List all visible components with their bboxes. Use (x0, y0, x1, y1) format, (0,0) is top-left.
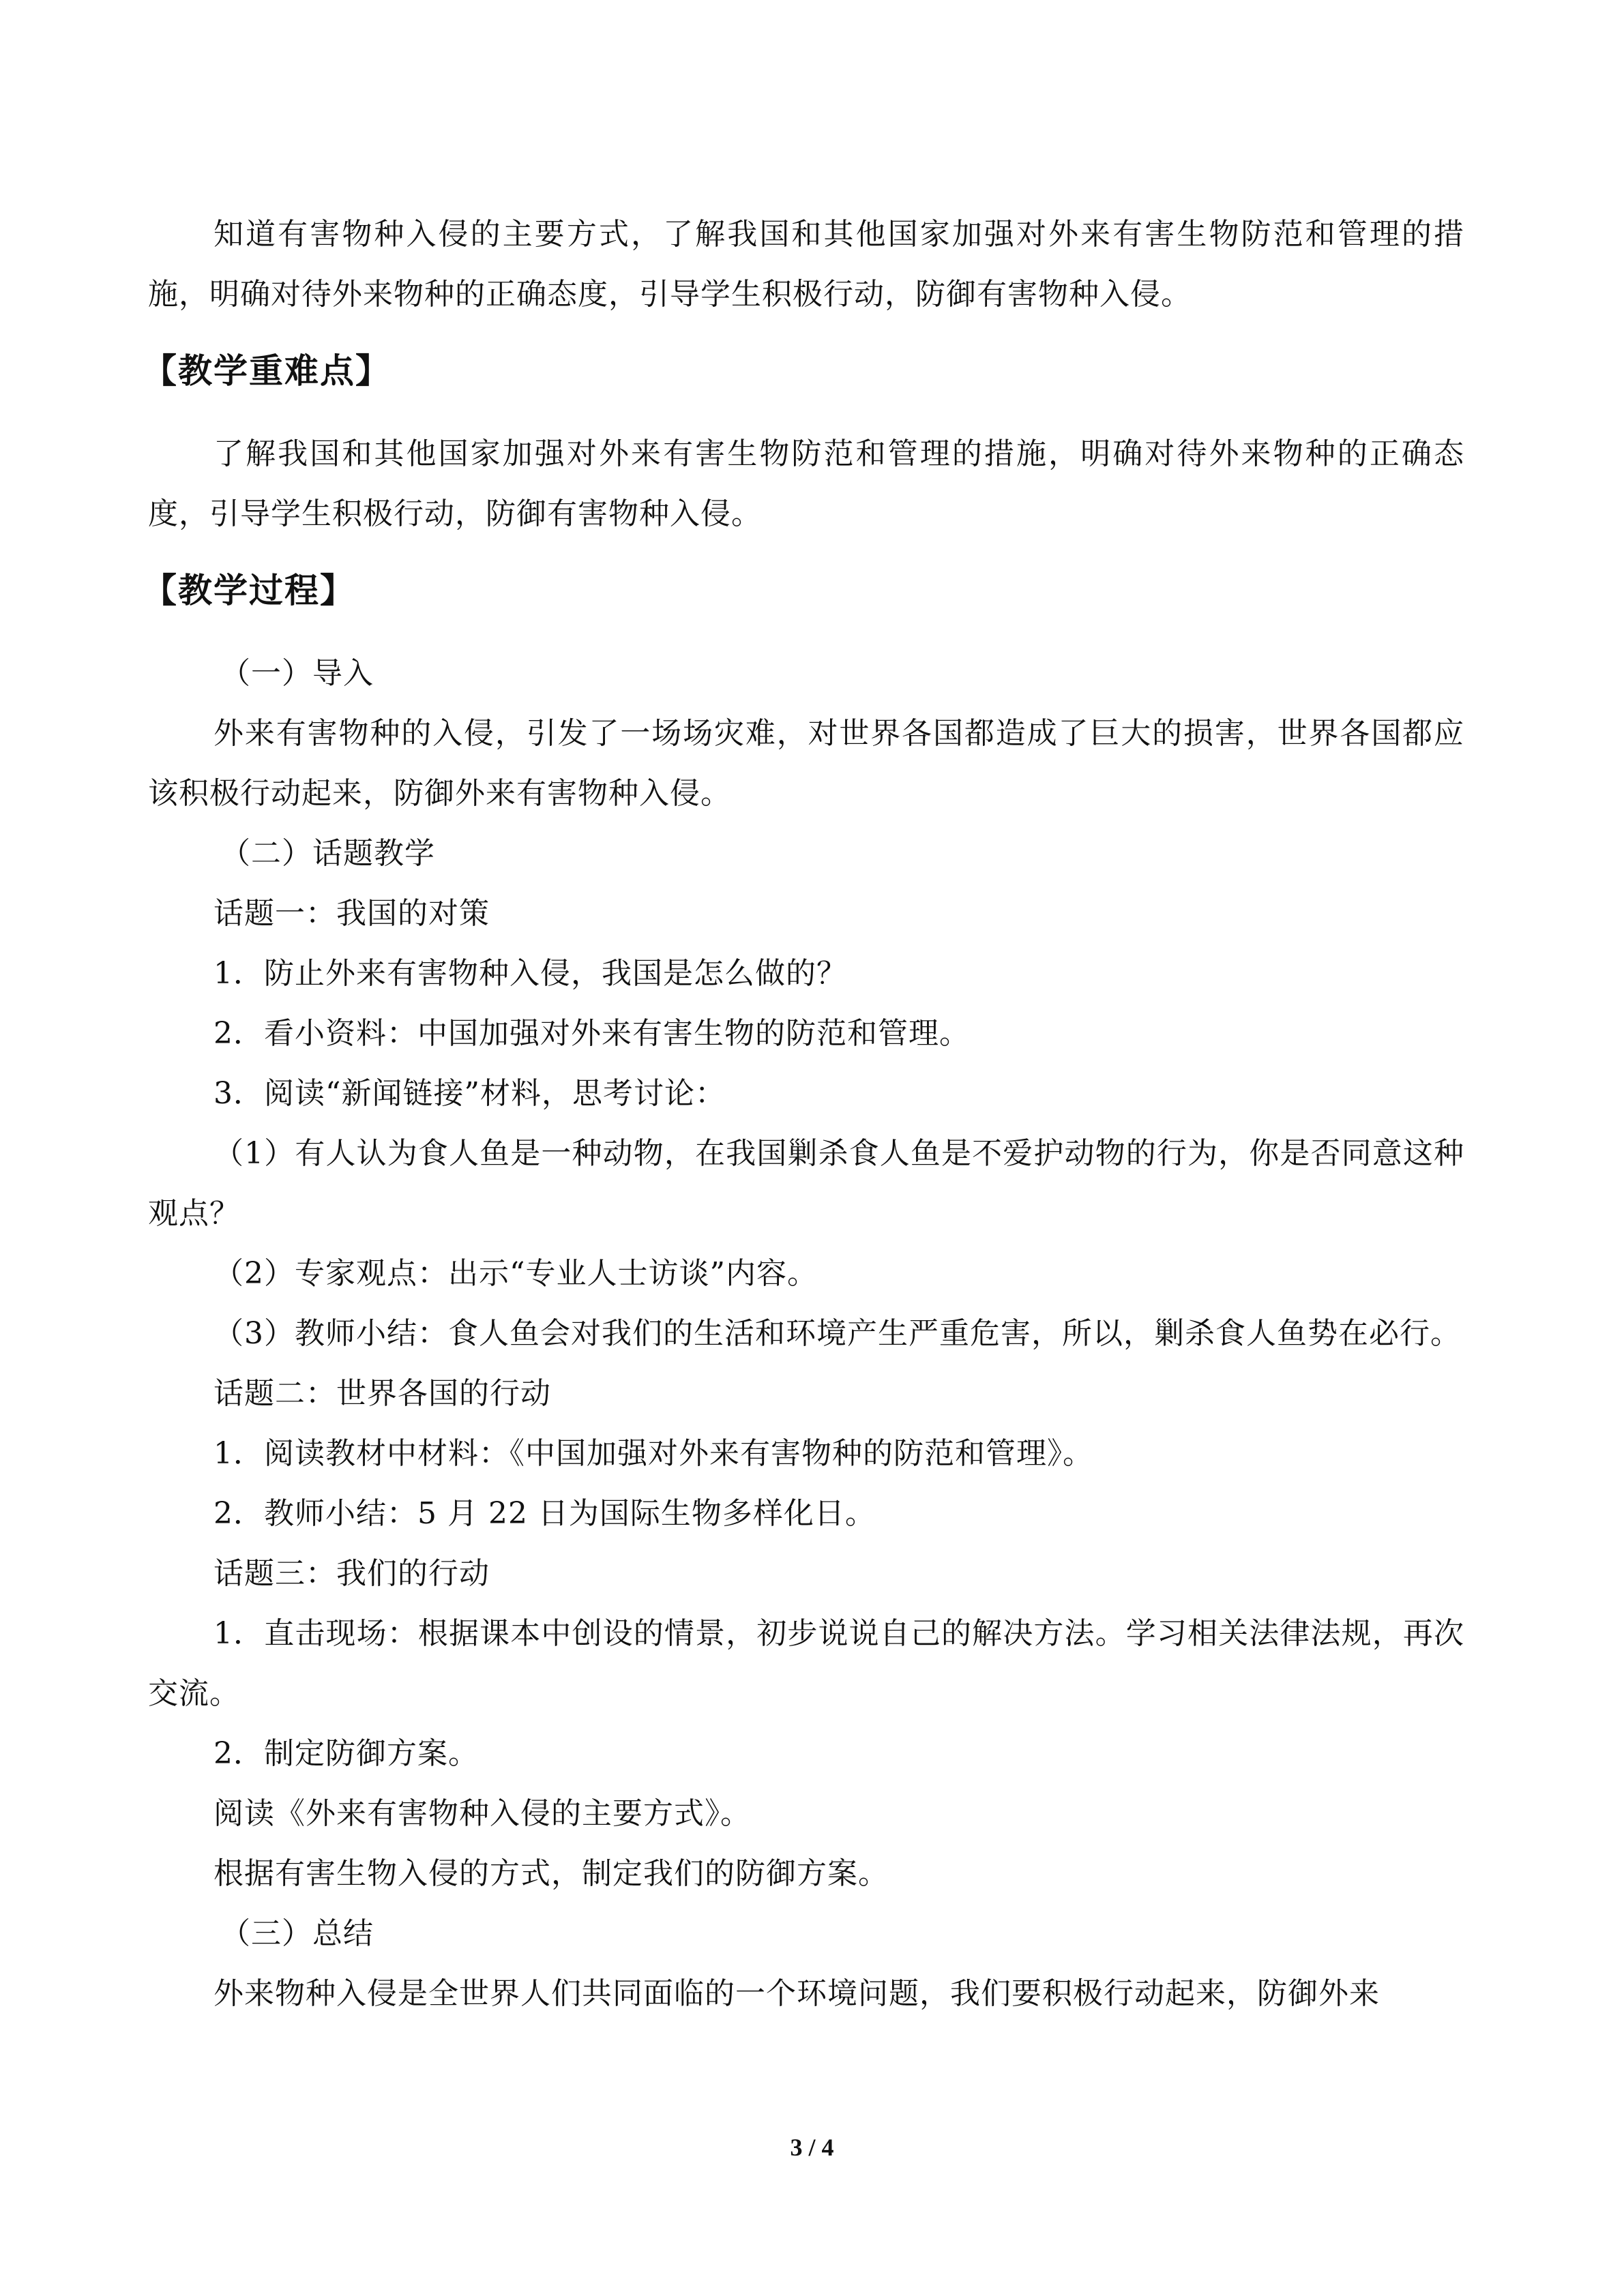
topic1-sub3: （3）教师小结：食人鱼会对我们的生活和环境产生严重危害，所以，剿杀食人鱼势在必行。 (213, 1316, 1461, 1351)
section-intro-title: （一）导入 (220, 656, 374, 691)
topic1-item2: 2．看小资料：中国加强对外来有害生物的防范和管理。 (213, 1016, 970, 1051)
intro-paragraph: 知道有害物种入侵的主要方式，了解我国和其他国家加强对外来有害生物防范和管理的措施，明确对待外来物种的正确态度，引导学生积极行动，防御有害物种入侵。 (148, 217, 1464, 312)
topic3-line2: 根据有害生物入侵的方式，制定我们的防御方案。 (213, 1856, 889, 1891)
topic2-title: 话题二：世界各国的行动 (213, 1376, 551, 1411)
section-summary-text: 外来物种入侵是全世界人们共同面临的一个环境问题，我们要积极行动起来，防御外来 (213, 1976, 1380, 2011)
topic1-item1: 1．防止外来有害物种入侵，我国是怎么做的？ (213, 956, 847, 991)
section-intro-text: 外来有害物种的入侵，引发了一场场灾难，对世界各国都造成了巨大的损害，世界各国都应该积极行动起来，防御外来有害物种入侵。 (148, 716, 1464, 811)
page-content (143, 205, 1464, 2024)
key-points-heading: 【教学重难点】 (143, 351, 391, 391)
topic3-line1: 阅读《外来有害物种入侵的主要方式》。 (213, 1796, 751, 1831)
key-points-paragraph: 了解我国和其他国家加强对外来有害生物防范和管理的措施，明确对待外来物种的正确态度，引导学生积极行动，防御有害物种入侵。 (148, 436, 1464, 531)
topic3-item2: 2．制定防御方案。 (213, 1736, 479, 1771)
topic2-item2: 2．教师小结：5 月 22 日为国际生物多样化日。 (213, 1496, 876, 1531)
topic1-sub2: （2）专家观点：出示“专业人士访谈”内容。 (213, 1256, 818, 1291)
topic1-sub1: （1）有人认为食人鱼是一种动物，在我国剿杀食人鱼是不爱护动物的行为，你是否同意这种观点？ (148, 1136, 1464, 1231)
topic3-item1: 1．直击现场：根据课本中创设的情景，初步说说自己的解决方法。学习相关法律法规，再次交流。 (148, 1616, 1464, 1711)
process-heading: 【教学过程】 (143, 571, 355, 610)
topic2-item1: 1．阅读教材中材料：《中国加强对外来有害物种的防范和管理》。 (213, 1436, 1093, 1471)
section-summary-title: （三）总结 (220, 1916, 374, 1951)
topic1-item3: 3．阅读“新闻链接”材料，思考讨论： (213, 1076, 726, 1111)
section-topics-title: （二）话题教学 (220, 836, 435, 871)
topic1-title: 话题一：我国的对策 (213, 896, 490, 931)
page-number: 3 / 4 (790, 2134, 834, 2161)
topic3-title: 话题三：我们的行动 (213, 1556, 490, 1591)
